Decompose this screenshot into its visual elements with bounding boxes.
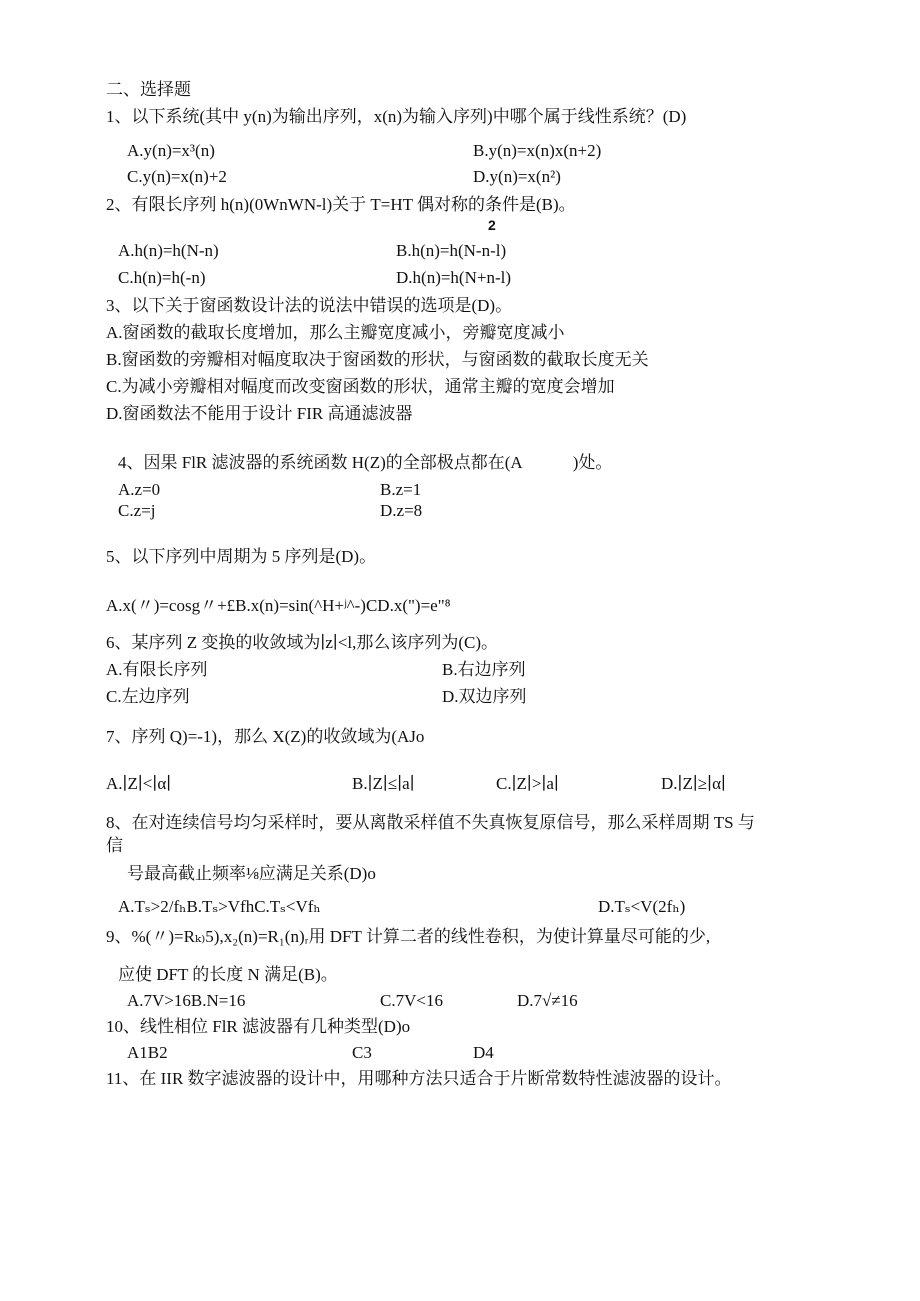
- question-6-stem: 6、某序列 Z 变换的收敛域为∣z∣<l,那么该序列为(C)。: [106, 633, 499, 652]
- question-9-stem-2: 应使 DFT 的长度 N 满足(B)。: [118, 965, 338, 984]
- question-8-stem: 8、在对连续信号均匀采样时，要从离散采样值不失真恢复原信号，那么采样周期 TS 与: [106, 813, 755, 832]
- question-7-stem: 7、序列 Q)=-1)，那么 X(Z)的收敛域为(AJo: [106, 727, 425, 746]
- question-6-option-b: B.右边序列: [442, 660, 526, 679]
- question-2-option-c: C.h(n)=h(-n): [118, 268, 206, 287]
- question-1-option-c: C.y(n)=x(n)+2: [127, 167, 227, 186]
- question-9-stem: 9、%(〃)=Rₖ₎5),x₂(n)=R₁(n)ᵣ用 DFT 计算二者的线性卷积，为使计算量尽可能的少,: [106, 927, 711, 946]
- question-10-option-d: D4: [473, 1043, 494, 1062]
- question-3-stem: 3、以下关于窗函数设计法的说法中错误的选项是(D)。: [106, 296, 513, 315]
- question-9-option-c: C.7V<16: [380, 991, 443, 1010]
- question-4-option-d: D.z=8: [380, 501, 423, 520]
- question-2-option-a: A.h(n)=h(N-n): [118, 241, 219, 260]
- question-4-option-a: A.z=0: [118, 480, 161, 499]
- question-2-superscript: 2: [488, 217, 496, 233]
- question-9-options-ab: A.7V>16B.N=16: [127, 991, 246, 1010]
- question-7-option-c: C.∣Z∣>∣a∣: [496, 774, 559, 793]
- question-6-option-c: C.左边序列: [106, 687, 190, 706]
- question-11-stem: 11、在 IIR 数字滤波器的设计中，用哪种方法只适合于片断常数特性滤波器的设计。: [106, 1069, 732, 1088]
- question-7-option-a: A.∣Z∣<∣α∣: [106, 774, 172, 793]
- question-3-option-c: C.为减小旁瓣相对幅度而改变窗函数的形状，通常主瓣的宽度会增加: [106, 377, 615, 396]
- question-6-option-d: D.双边序列: [442, 687, 527, 706]
- question-10-stem: 10、线性相位 FlR 滤波器有几种类型(D)o: [106, 1017, 411, 1036]
- question-9-option-d: D.7√≠16: [517, 991, 578, 1010]
- question-4-option-b: B.z=1: [380, 480, 422, 499]
- question-10-options-ab: A1B2: [127, 1043, 168, 1062]
- question-8-option-d: D.Tₛ<V(2fₕ): [598, 897, 686, 916]
- question-8-stem-2: 号最高截止频率⅛应满足关系(D)o: [127, 864, 376, 883]
- question-3-option-b: B.窗函数的旁瓣相对幅度取决于窗函数的形状，与窗函数的截取长度无关: [106, 350, 649, 369]
- question-8-stem-cont: 信: [106, 836, 123, 855]
- question-1-stem: 1、以下系统(其中 y(n)为输出序列，x(n)为输入序列)中哪个属于线性系统？(D): [106, 107, 687, 126]
- question-5-stem: 5、以下序列中周期为 5 序列是(D)。: [106, 547, 377, 566]
- question-3-option-d: D.窗函数法不能用于设计 FIR 高通滤波器: [106, 404, 413, 423]
- question-4-stem: 4、因果 FlR 滤波器的系统函数 H(Z)的全部极点都在(A )处。: [118, 453, 613, 472]
- section-title: 二、选择题: [106, 80, 191, 99]
- question-8-options-abc: A.Tₛ>2/fₕB.Tₛ>VfhC.Tₛ<Vfₕ: [118, 897, 321, 916]
- question-10-option-c: C3: [352, 1043, 372, 1062]
- question-1-option-b: B.y(n)=x(n)x(n+2): [473, 141, 602, 160]
- question-7-option-d: D.∣Z∣≥∣α∣: [661, 774, 726, 793]
- question-2-option-d: D.h(n)=h(N+n-l): [396, 268, 512, 287]
- question-1-option-d: D.y(n)=x(n²): [473, 167, 561, 186]
- question-1-option-a: A.y(n)=x³(n): [127, 141, 215, 160]
- question-5-options: A.x(〃)=cosg〃+£B.x(n)=sin(^H+ʲ^-)CD.x(")=e"⁸: [106, 596, 451, 615]
- question-4-option-c: C.z=j: [118, 501, 156, 520]
- question-2-option-b: B.h(n)=h(N-n-l): [396, 241, 507, 260]
- question-3-option-a: A.窗函数的截取长度增加，那么主瓣宽度减小，旁瓣宽度减小: [106, 323, 565, 342]
- question-2-stem: 2、有限长序列 h(n)(0WnWN-l)关于 T=HT 偶对称的条件是(B)。: [106, 195, 576, 214]
- question-6-option-a: A.有限长序列: [106, 660, 208, 679]
- question-7-option-b: B.∣Z∣≤∣a∣: [352, 774, 415, 793]
